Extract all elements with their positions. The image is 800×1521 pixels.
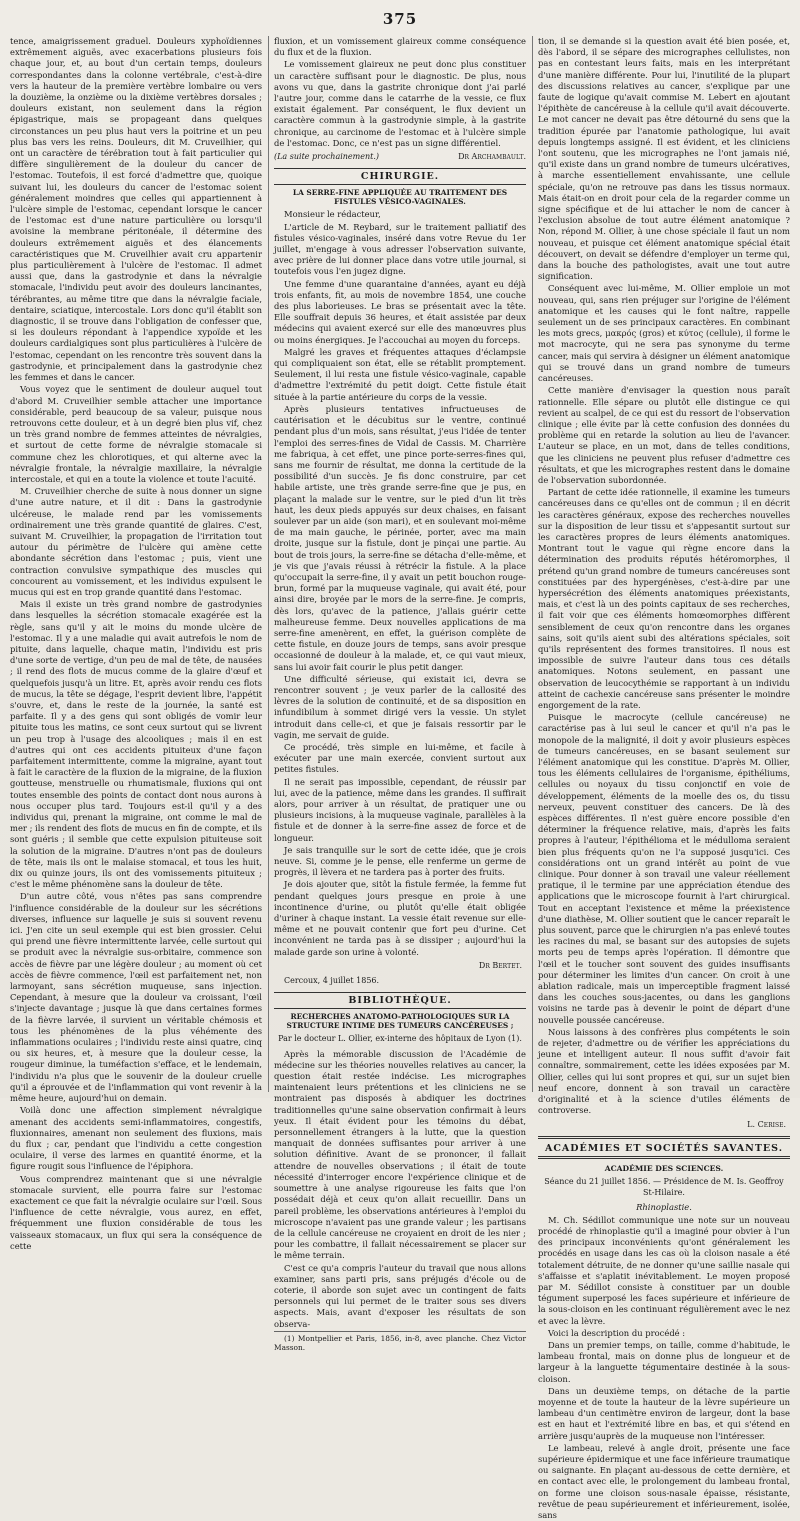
- paragraph: Après plusieurs tentatives infructueuses de cautérisation et le décubitus sur le ventre, continué pendant plus d'un mois, sans résultat, j'eus l'idée de tenter l'emploi des serres-fines de Vidal de Cassis. M. Charrière me fabriqua, à cet effet, une pince porte-serres-fines qui, sans me fournir de résultat, me donna la certitude de la possibilité d'un succès. Je fis donc construire, par cet habile artiste, une très grande serre-fine que je pus, en plaçant la malade sur le ventre, sur le pied d'un lit très haut, les deux pieds appuyés sur deux chaises, en faisant soulever par un aide (son mari), et en soulevant moi-même de ma main gauche, le périnée, porter, avec ma main droite, jusque sur la fistule, dont je pinçai une partie. Au bout de trois jours, la serre-fine se détacha d'elle-même, et je vis que j'avais réussi à rétrécir la fistule. A la place qu'occupait la serre-fine, il y avait un petit bouchon rouge-brun, formé par la muqueuse vaginale, qui avait été, pour ainsi dire, broyée par le mors de la serre-fine. Je compris, dès lors, qu'avec de la patience, j'allais guérir cette malheureuse femme. Deux nouvelles applications de ma serre-fine amenèrent, en effet, la guérison complète de cette fistule, en douze jours de temps, sans avoir presque occasionné de douleur à la malade, et, ce qui vaut mieux, sans lui avoir fait courir le plus petit danger.: [274, 403, 526, 672]
- paragraph: Puisque le macrocyte (cellule cancéreuse) ne caractérise pas à lui seul le cancer et qu'il n'a pas le monopole de la malignité, il doit y avoir plusieurs espèces de tumeurs cancéreuses, en se basant seulement sur l'élément anatomique qui les constitue. D'après M. Ollier, tous les éléments cellulaires de l'organisme, épithéliums, cellules ou noyaux du tissu conjonctif en voie de développement, éléments de la moelle des os, du tissu nerveux, peuvent constituer des cancers. De là des espèces différentes. Il n'est guère encore possible d'en déterminer la fréquence relative, mais, d'après les faits propres à l'auteur, l'épithélioma et le médulloma seraient bien plus fréquents qu'on ne l'a supposé jusqu'ici. Ces considérations ont un grand intérêt au point de vue clinique. Pour donner à son travail une valeur réellement pratique, il le termine par une appréciation étendue des applications que le microscope fournit à l'art chirurgical. Tout en acceptant l'existence et même la préexistence d'une diathèse, M. Ollier soutient que le cancer reparaît le plus souvent, parce que le chirurgien n'a pas enlevé toutes les racines du mal, se basant sur des autopsies de sujets morts peu de temps après l'opération. Il démontre que l'œil et le toucher sont souvent des guides insuffisants pour déterminer les limites d'un cancer. On croit à une ablation radicale, mais un imperceptible fragment laissé dans les couches sous-jacentes, ou dans les ganglions voisins ne tarde pas à devenir le point de départ d'une nouvelle poussée cancéreuse.: [538, 712, 790, 1025]
- signature: Dr Bertet.: [478, 960, 522, 970]
- column-divider: [268, 36, 269, 1092]
- column-3: [538, 36, 790, 1520]
- paragraph: tion, il se demande si la question avait été bien posée, et, dès l'abord, il se sépare des micrographes cellulistes, non pas en contestant leurs faits, mais en les interprétant d'une manière différente. Pour lui, l'inutilité de la plupart des discussions relatives au cancer, s'explique par une faute de logique qu'avait commise M. Lebert en ajoutant l'épithète de cancéreuse à la cellule qu'il avait découverte. Le mot cancer ne devait pas être détourné du sens que la tradition épurée par l'anatomie pathologique, lui avait depuis longtemps assigné. Il est évident, et les cliniciens l'ont soutenu, que les micrographes ne l'ont jamais nié, qu'il existe dans un grand nombre de tumeurs ulcératives, à marche essentiellement envahissante, une cellule spéciale, qu'on ne retrouve pas dans les tissus normaux. Mais était-on en droit pour cela de la regarder comme un signe spécifique et de lui attacher le nom de cancer à l'exclusion absolue de tout autre élément anatomique ? Non, répond M. Ollier, à une chose spéciale il faut un nom nouveau, et puisque cet élément anatomique spécial était découvert, on devait se défendre d'employer un terme qui, dans la bouche des pathologistes, avait une tout autre signification.: [538, 36, 790, 282]
- paragraph: Dans un premier temps, on taille, comme d'habitude, le lambeau frontal, mais on donne plus de longueur et de largeur à la languette tégumentaire destinée à la sous-cloison.: [538, 1339, 790, 1384]
- columns: [10, 36, 790, 1520]
- paragraph: L'article de M. Reybard, sur le traitement palliatif des fistules vésico-vaginales, inséré dans votre Revue du 1er juillet, m'engage à vous adresser l'observation suivante, avec prière de lui donner place dans votre utile journal, si toutefois vous l'en jugez digne.: [274, 221, 526, 277]
- paragraph: Voilà donc une affection simplement névralgique amenant des accidents semi-inflammatoires, congestifs, fluxionnaires, amenant non seulement des fluxions, mais du flux ; car, pendant que l'individu a cette congestion oculaire, il verse des larmes en quantité énorme, et la figure rougit sous l'influence de l'épiphora.: [10, 1105, 262, 1172]
- paragraph: tence, amaigrissement graduel. Douleurs xyphoïdiennes extrêmement aiguës, avec exacerbations plusieurs fois chaque jour, et, au bout d'un certain temps, douleurs correspondantes dans la colonne vertébrale, c'est-à-dire vers la hauteur de la première vertèbre lombaire ou vers la douzième, la onzième ou la dixième vertèbres dorsales ; douleurs existant, non seulement dans la région épigastrique, mais se propageant dans quelques circonstances un peu plus haut vers la poitrine et un peu plus bas vers les reins. Douleurs, dit M. Cruveilhier, qui ont un caractère de térébration tout à fait particulier qui diffère singulièrement de la douleur du cancer de l'estomac. Toutefois, il est forcé d'admettre que, quoique suivant lui, les douleurs du cancer de l'estomac soient généralement moindres que celles qui appartiennent à l'ulcère simple de l'estomac, cependant lorsque le cancer de l'estomac est d'une nature particulière ou lorsqu'il avoisine la membrane péritonéale, il détermine des douleurs extrêmement aiguës et des élancements caractéristiques que M. Cruveilhier avait cru appartenir plus particulièrement à l'ulcère de l'estomac. Il admet aussi que, dans la gastrodynie et dans la névralgie stomacale, l'individu peut avoir des douleurs lancinantes, térébrantes, au même titre que dans la névralgie faciale, dentaire, sciatique, intercostale. Lors donc qu'il établit son diagnostic, il se trouve dans l'obligation de confesser que, si les douleurs répondant à l'appendice xypoïde et les douleurs cardialgiques sont plus particulières à l'ulcère de l'estomac, cependant on les rencontre très souvent dans la gastrodynie, et principalement dans la gastrodynie chez les femmes et dans le cancer.: [10, 36, 262, 383]
- place-date: Cercoux, 4 juillet 1856.: [284, 976, 380, 986]
- paragraph: Le lambeau, relevé à angle droit, présente une face supérieure épidermique et une face inférieure traumatique ou saignante. En plaçant au-dessous de cette dernière, et en contact avec elle, le prolongement du lambeau frontal, on forme une cloison sous-nasale épaisse, résistante, revêtue de peau supérieurement et inférieurement, isolée, sans: [538, 1442, 790, 1520]
- section-title-chirurgie: CHIRURGIE.: [274, 168, 526, 185]
- topic-title: Rhinoplastie.: [636, 1201, 692, 1212]
- section-divider: [538, 1136, 790, 1139]
- paragraph: Dans un deuxième temps, on détache de la partie moyenne et de toute la hauteur de la lèvre supérieure un lambeau d'un centimètre environ de largeur, dont la base est en haut et l'extrémité libre en bas, et qui s'étend en arrière jusqu'auprès de la muqueuse non l'intéresser.: [538, 1385, 790, 1441]
- paragraph: Mais il existe un très grand nombre de gastrodynies dans lesquelles la sécrétion stomacale exagérée est la règle, sans qu'il y ait le moins du monde ulcère de l'estomac. Il y a une maladie qui avait autrefois le nom de pituite, dans laquelle, chaque matin, l'individu est pris d'une sorte de vertige, d'un peu de mal de tête, de nausées ; il rend des flots de mucus comme de la glaire d'œuf et quelquefois jusqu'à un litre. Et, après avoir rendu ces flots de mucus, la tête se dégage, l'esprit devient libre, l'appétit s'ouvre, et, dans le reste de la journée, la santé est parfaite. Il y a des gens qui sont obligés de vomir leur pituite tous les matins, ce sont ceux surtout qui se livrent un peu trop à l'usage des alcooliques ; mais il en est d'autres qui ont ces accidents pituiteux d'une façon parfaitement intermittente, comme la migraine, ayant tout à fait le caractère de la fluxion de la migraine, de la fluxion goutteuse, menstruelle ou rhumatismale, fluxions qui ont toutes ensemble des points de contact dont nous aurons à nous occuper plus tard. Toujours est-il qu'il y a des individus qui, prenant la migraine, ont comme le mal de mer ; ils rendent des flots de mucus en fin de compte, et ils sont guéris ; il semble que cette expulsion pituiteuse soit la solution de la migraine. D'autres n'ont pas de douleurs de tête, mais ils ont le malaise stomacal, et tous les huit, dix ou quinze jours, ils ont des vomissements pituiteux ; c'est le même phénomène sans la douleur de tête.: [10, 599, 263, 890]
- paragraph: D'un autre côté, vous n'êtes pas sans comprendre l'influence considérable de la douleur sur les sécrétions diverses, influence sur laquelle je suis si souvent revenu ici. J'en cite un seul exemple qui est bien grossier. Celui qui prend une fièvre intermittente larvée, celle surtout qui se produit avec la névralgie sus-orbitaire, commence son accès de fièvre par une légère douleur ; au moment où cet accès de fièvre commence, l'œil est parfaitement net, non larmoyant, sans sécrétion muqueuse, sans injection. Cependant, à mesure que la douleur va croissant, l'œil s'injecte davantage ; jusque là que dans certaines formes de la fièvre larvée, il survient un véritable chémosis et tous les phénomènes de la plus véhémente des inflammations oculaires ; l'individu reste ainsi quatre, cinq ou six heures, et, à mesure que la douleur cesse, la rougeur diminue, la tuméfaction s'efface, et le lendemain, l'individu n'a plus que le souvenir de la douleur cruelle qu'il a éprouvée et de l'inflammation qui vont revenir à la même heure, aujourd'hui on demain.: [10, 891, 262, 1104]
- paragraph: C'est ce qu'a compris l'auteur du travail que nous allons examiner, sans parti pris, sans préjugés d'école ou de coterie, il aborde son sujet avec un contingent de faits personnels qui lui permet de le traiter sous ses divers aspects. Mais, avant d'exposer les résultats de son observa-: [274, 1262, 526, 1329]
- section-title-bibliotheque: BIBLIOTHÈQUE.: [274, 992, 526, 1009]
- paragraph: M. Ch. Sédillot communique une note sur un nouveau procédé de rhinoplastie qu'il a imaginé pour obvier à l'un des principaux inconvénients qu'ont généralement les procédés en usage dans les cas où la cloison nasale a été totalement détruite, de ne donner qu'une saillie nasale qui s'affaisse et s'aplatit inévitablement. Le moyen proposé par M. Sédillot consiste à constituer par un double tégument superposé les faces supérieure et inférieure de la sous-cloison en les continuant régulièrement avec le nez et avec la lèvre.: [538, 1214, 790, 1326]
- paragraph: Il ne serait pas impossible, cependant, de réussir par lui, avec de la patience, même dans les grandes. Il suffirait alors, pour arriver à un résultat, de pratiquer une ou plusieurs incisions, à la muqueuse vaginale, parallèles à la fistule et de donner à la serre-fine assez de force et de longueur.: [274, 776, 526, 843]
- paragraph: Malgré les graves et fréquentes attaques d'éclampsie qui compliquaient son état, elle se rétablit promptement. Seulement, il lui resta une fistule vésico-vaginale, capable d'admettre l'extrémité du petit doigt. Cette fistule était située à la partie antérieure du corps de la vessie.: [274, 346, 526, 402]
- column-divider: [532, 36, 533, 1092]
- salutation: Monsieur le rédacteur,: [284, 209, 381, 220]
- paragraph: Nous laissons à des confrères plus compétents le soin de rejeter, d'admettre ou de vérifier les appréciations du jeune et intelligent auteur. Il nous suffit d'avoir fait connaître, sommairement, cette les idées exposées par M. Ollier, celles qui lui sont propres et qui, sur un sujet bien neuf encore, donnent à son travail un caractère d'originalité et à la science d'utiles éléments de controverse.: [538, 1026, 790, 1116]
- paragraph: Après la mémorable discussion de l'Académie de médecine sur les théories nouvelles relatives au cancer, la question était restée indécise. Les micrographes maintenaient leurs prétentions et les cliniciens ne se montraient pas disposés à abdiquer les doctrines traditionnelles qu'une saine observation confirmait à leurs yeux. Il était évident pour les témoins du débat, personnellement étrangers à la lutte, que la question manquait de données suffisantes pour arriver à une solution définitive. Avant de se prononcer, il fallait attendre de nouvelles observations ; il était de toute nécessité d'interroger encore l'expérience clinique et de soumettre à une analyse rigoureuse les faits que l'on possédait déjà et ceux qu'on allait recueillir. Dans un pareil problème, les observations antérieures à l'emploi du microscope n'avaient pas une grande valeur ; les partisans de la cellule cancéreuse ne croyaient en droit de les nier ; pour les combattre, il fallait nécessairement se placer sur le même terrain.: [274, 1048, 526, 1261]
- paragraph: Partant de cette idée rationnelle, il examine les tumeurs cancéreuses dans ce qu'elles ont de commun ; il en décrit les caractères généraux, expose des recherches nouvelles sur la disposition de leur tissu et s'appesantit surtout sur les caractères propres de leurs éléments anatomiques. Montrant tout le vague qui règne encore dans la détermination des produits réputés hétéromorphes, il prétend qu'un grand nombre de tumeurs cancéreuses sont constituées par des hypergénèses, c'est-à-dire par une hypersécrétion des éléments anatomiques préexistants, mais, et c'est là un des points capitaux de ses recherches, il fait voir que ces éléments homœomorphes diffèrent sensiblement de ceux qu'on rencontre dans les organes sains, soit qu'ils aient subi des altérations spéciales, soit qu'ils représentent des formes transitoires. Il nous est impossible de suivre l'auteur dans tous ces détails anatomiques. Notons seulement, en passant une observation de leucocythémie se rapportant à un individu atteint de cachexie cancéreuse sans présenter le moindre engorgement de la rate.: [538, 487, 790, 710]
- article-subtitle: LA SERRE-FINE APPLIQUÉE AU TRAITEMENT DES FISTULES VÉSICO-VAGINALES.: [292, 188, 508, 207]
- article-byline: Par le docteur L. Ollier, ex-interne des hôpitaux de Lyon (1).: [278, 1034, 522, 1044]
- paragraph: Une difficulté sérieuse, qui existait ici, devra se rencontrer souvent ; je veux parler de la callosité des lèvres de la solution de continuité, et de sa disposition en infundibilum à sommet dirigé vers la vessie. Un stylet introduit dans celle-ci, et que je faisais ressortir par le vagin, me servait de guide.: [274, 673, 526, 740]
- footnote: (1) Montpellier et Paris, 1856, in-8, avec planche. Chez Victor Masson.: [274, 1331, 526, 1353]
- signature: L. Cerise.: [747, 1119, 786, 1129]
- paragraph: Vous voyez que le sentiment de douleur auquel tout d'abord M. Cruveilhier semble attacher une importance considérable, perd beaucoup de sa valeur, puisque nous retrouvons cette douleur, et à un degré bien plus vif, chez un très grand nombre de femmes atteintes de névralgies, et surtout de cette forme de névralgie stomacale si commune chez les chlorotiques, et qui alterne avec la névralgie frontale, la névralgie maxillaire, la névralgie intercostale, et qui en a toute la violence et toute l'acuité.: [10, 384, 262, 484]
- paragraph: Conséquent avec lui-même, M. Ollier emploie un mot nouveau, qui, sans rien préjuger sur l'origine de l'élément anatomique et les causes qui le font naître, rappelle seulement un de ses principaux caractères. En combinant les mots grecs, μακρός (gros) et κύτος (cellule), il forme le mot macrocyte, qui ne sera pas synonyme du terme cancer, mais qui servira à désigner un élément anatomique qui se trouvé dans un grand nombre de tumeurs cancéreuses.: [538, 283, 790, 384]
- column-1: [10, 36, 263, 1251]
- article-subtitle: RECHERCHES ANATOMO-PATHOLOGIQUES SUR LA STRUCTURE INTIME DES TUMEURS CANCÉREUSES ;: [286, 1012, 514, 1031]
- paragraph: Une femme d'une quarantaine d'années, ayant eu déjà trois enfants, fit, au mois de novembre 1854, une couche des plus laborieuses. Le bras se présentait avec la tête. Elle souffrait depuis 36 heures, et était assistée par deux médecins qui avaient exercé sur elle des manœuvres plus ou moins énergiques. Je l'accouchai au moyen du forceps.: [274, 278, 526, 345]
- paragraph: M. Cruveilhier cherche de suite à nous donner un signe d'une autre nature, et il dit : Dans la gastrodynie ulcéreuse, le malade rend par les vomissements ordinairement une très grande quantité de glaires. C'est, suivant M. Cruveilhier, la propagation de l'irritation tout autour du périmètre de l'ulcère qui amène cette abondante sécrétion dans l'estomac ; puis, vient une contraction convulsive sympathique des muscles qui concourent au vomissement, et les individus expulsent le mucus qui est en trop grande quantité dans l'estomac.: [10, 486, 262, 597]
- to-be-continued: (La suite prochainement.): [274, 152, 380, 162]
- article-footer: [274, 151, 526, 162]
- page-number: 375: [382, 10, 418, 28]
- signature: Dr Archambault.: [458, 152, 526, 162]
- paragraph: Je sais tranquille sur le sort de cette idée, que je crois neuve. Si, comme je le pense, elle renferme un germe de progrès, il lèvera et ne tardera pas à porter des fruits.: [274, 844, 526, 878]
- paragraph: Ce procédé, très simple en lui-même, et facile à exécuter par une main exercée, convient surtout aux petites fistules.: [274, 741, 526, 775]
- paragraph: Le vomissement glaireux ne peut donc plus constituer un caractère suffisant pour le diagnostic. De plus, nous avons vu que, dans la gastrite chronique dont j'ai parlé l'autre jour, comme dans le catarrhe de la vessie, ce flux existait également. Par conséquent, le flux devient un caractère commun à la gastrodynie simple, à la gastrite chronique, au carcinome de l'estomac et à l'ulcère simple de l'estomac. Donc, ce n'est pas un signe différentiel.: [274, 59, 526, 148]
- paragraph: Vous comprendrez maintenant que si une névralgie stomacale survient, elle pourra faire sur l'estomac exactement ce que fait la névralgie oculaire sur l'œil. Sous l'influence de cette névralgie, vous aurez, en effet, fréquemment une fluxion considérable de tous les vaisseaux stomacaux, un flux qui sera la conséquence de cette: [10, 1173, 262, 1251]
- paragraph: Je dois ajouter que, sitôt la fistule fermée, la femme fut pendant quelques jours presque en proie à une incontinence d'urine, ou plutôt qu'elle était obligée d'uriner à chaque instant. La vessie était revenue sur elle-même et ne pouvait contenir que fort peu d'urine. Cet inconvénient ne tarda pas à se dissiper ; aujourd'hui la malade garde son urine à volonté.: [274, 879, 526, 957]
- paragraph: Cette manière d'envisager la question nous paraît rationnelle. Elle sépare ou plutôt elle distingue ce qui revient au scalpel, de ce qui est du ressort de l'observation clinique ; elle évite par là cette confusion des données du problème qui en retarde la solution au lieu de l'avancer. L'auteur se place, en un mot, dans de telles conditions, que les cliniciens ne peuvent plus refuser d'admettre ces résultats, et que les micrographes restent dans le domaine de l'observation subordonnée.: [538, 385, 790, 485]
- academy-subtitle: ACADÉMIE DES SCIENCES.: [604, 1163, 724, 1173]
- paragraph: fluxion, et un vomissement glaireux comme conséquence du flux et de la fluxion.: [274, 36, 526, 58]
- paragraph: Voici la description du procédé :: [548, 1327, 686, 1338]
- column-2: [274, 36, 526, 1353]
- section-title-academies: ACADÉMIES ET SOCIÉTÉS SAVANTES.: [545, 1142, 783, 1154]
- section-divider: [538, 1156, 790, 1159]
- session-line: Séance du 21 juillet 1856. — Présidence de M. Is. Geoffroy St-Hilaire.: [544, 1177, 784, 1198]
